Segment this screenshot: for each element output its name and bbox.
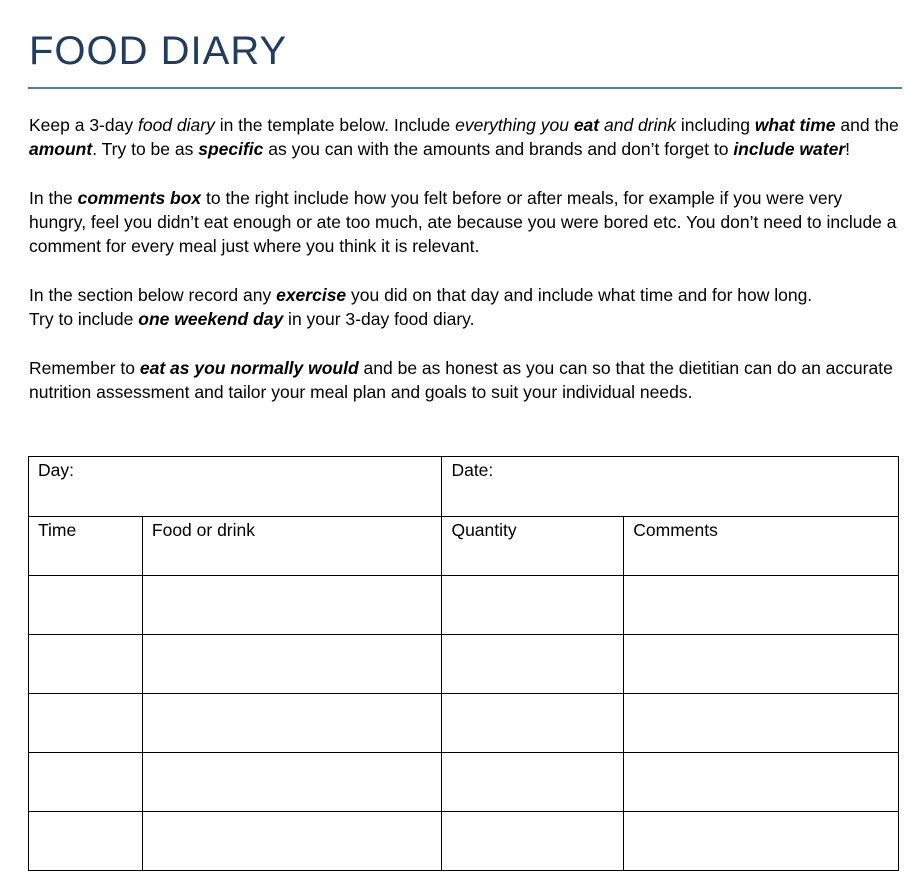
quantity-cell[interactable] bbox=[442, 694, 624, 753]
date-field[interactable] bbox=[442, 457, 899, 517]
time-cell[interactable] bbox=[29, 694, 143, 753]
time-cell[interactable] bbox=[29, 753, 143, 812]
text: In the section below record any bbox=[29, 285, 277, 306]
date-label: Date: bbox=[451, 460, 494, 480]
text: in the template below. Include bbox=[214, 115, 456, 135]
day-field[interactable] bbox=[29, 457, 442, 517]
text: In the bbox=[29, 187, 78, 208]
text-bold-italic: exercise bbox=[276, 285, 347, 306]
instructions-paragraph-3 bbox=[29, 283, 901, 332]
time-cell[interactable] bbox=[29, 635, 143, 694]
table-header-row bbox=[29, 457, 899, 517]
comments-cell[interactable] bbox=[624, 753, 899, 812]
quantity-cell[interactable] bbox=[442, 635, 624, 694]
text: ! bbox=[845, 139, 851, 160]
text-bold-italic: comments box bbox=[77, 187, 202, 208]
text-bold-italic: include water bbox=[733, 139, 846, 160]
text-italic: food diary bbox=[137, 115, 215, 135]
comments-cell[interactable] bbox=[624, 635, 899, 694]
instructions bbox=[29, 113, 901, 429]
quantity-cell[interactable] bbox=[442, 753, 624, 812]
table-row bbox=[29, 812, 899, 871]
food-cell[interactable] bbox=[142, 812, 442, 871]
table-row bbox=[29, 694, 899, 753]
text-italic: everything you bbox=[455, 115, 569, 135]
time-cell[interactable] bbox=[29, 576, 143, 635]
food-cell[interactable] bbox=[142, 576, 442, 635]
instructions-paragraph-2 bbox=[29, 186, 901, 259]
column-header-time: Time bbox=[29, 517, 143, 576]
column-header-comments: Comments bbox=[624, 517, 899, 576]
instructions-paragraph-4 bbox=[29, 356, 901, 405]
quantity-cell[interactable] bbox=[442, 576, 624, 635]
column-header-quantity: Quantity bbox=[442, 517, 624, 576]
table-row bbox=[29, 753, 899, 812]
text-bold-italic: amount bbox=[29, 139, 93, 160]
table-row bbox=[29, 635, 899, 694]
text-bold-italic: eat as you normally would bbox=[139, 357, 359, 378]
text: including bbox=[676, 115, 755, 135]
text: Remember to bbox=[29, 357, 140, 378]
comments-cell[interactable] bbox=[624, 694, 899, 753]
text: and be as honest as you can so that the dietitian can do an accurate nutrition assessment and tailor your meal plan and goals to suit your individual needs. bbox=[29, 357, 893, 403]
text: Keep a 3-day bbox=[29, 115, 138, 135]
page-title: FOOD DIARY bbox=[29, 29, 288, 73]
text-italic: and drink bbox=[604, 115, 676, 135]
text-bold-italic: eat bbox=[573, 115, 600, 135]
text: in your 3-day food diary. bbox=[283, 309, 475, 330]
time-cell[interactable] bbox=[29, 812, 143, 871]
title-divider bbox=[28, 87, 902, 89]
text-bold-italic: one weekend day bbox=[138, 309, 284, 330]
comments-cell[interactable] bbox=[624, 812, 899, 871]
food-cell[interactable] bbox=[142, 635, 442, 694]
food-cell[interactable] bbox=[142, 694, 442, 753]
table-row bbox=[29, 576, 899, 635]
day-label: Day: bbox=[38, 460, 74, 480]
comments-cell[interactable] bbox=[624, 576, 899, 635]
text: and the bbox=[835, 115, 899, 135]
text-bold-italic: what time bbox=[754, 115, 836, 135]
text: as you can with the amounts and brands and don’t forget to bbox=[263, 139, 734, 160]
text: you did on that day and include what time and for how long. bbox=[346, 285, 813, 306]
text: Try to include bbox=[29, 309, 139, 330]
text: . Try to be as bbox=[92, 139, 199, 160]
text-bold-italic: specific bbox=[198, 139, 264, 160]
food-diary-table bbox=[28, 456, 899, 871]
food-cell[interactable] bbox=[142, 753, 442, 812]
text: to the right include how you felt before or after meals, for example if you were very hungry, feel you didn’t eat enough or ate too much, ate because you were bored etc. You don’t need to include a comment for every meal just where you think it is relevant. bbox=[29, 187, 897, 257]
column-header-row bbox=[29, 517, 899, 576]
quantity-cell[interactable] bbox=[442, 812, 624, 871]
instructions-paragraph-1 bbox=[29, 113, 901, 162]
column-header-food: Food or drink bbox=[142, 517, 442, 576]
